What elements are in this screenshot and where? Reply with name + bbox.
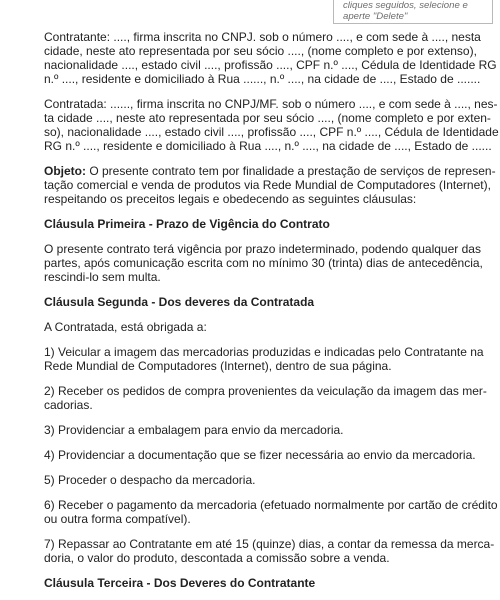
- clausula-primeira-title: Cláusula Primeira - Prazo de Vigência do Contrato: [44, 217, 330, 231]
- objeto-line: respeitando os preceitos legais e obedecendo as seguintes cláusulas:: [44, 192, 417, 206]
- contratada-line: ta cidade ...., neste ato representada por seu sócio ...., (nome completo e por exten-: [44, 111, 491, 125]
- clausula-segunda-item-7: [44, 537, 495, 565]
- clausula-segunda-item-3: [44, 423, 456, 437]
- item-line: doria, o valor do produto, descontada a comissão sobre a venda.: [44, 551, 390, 565]
- clausula-primeira-line: O presente contrato terá vigência por prazo indeterminado, podendo qualquer das: [44, 242, 481, 256]
- contratante-line: Contratante: ...., firma inscrita no CNPJ. sob o número ...., e com sede à ...., nesta: [44, 30, 481, 44]
- clausula-segunda-item-5: [44, 473, 456, 487]
- objeto-first-line: O presente contrato tem por finalidade a prestação de serviços de represen-: [86, 164, 496, 178]
- item-line: 6) Receber o pagamento da mercadoria (efetuado normalmente por cartão de crédito: [44, 498, 498, 512]
- clausula-primeira-line: partes, após comunicação escrita com no mínimo 30 (trinta) dias de antecedência,: [44, 256, 483, 270]
- instruction-note-line: aperte "Delete": [343, 11, 408, 22]
- clausula-segunda-item-6: [44, 498, 498, 526]
- item-line: 7) Repassar ao Contratante em até 15 (quinze) dias, a contar da remessa da merca-: [44, 537, 495, 551]
- contratante-line: n.º ...., residente e domiciliado à Rua ......, n.º ...., na cidade de ...., Estado de .......: [44, 72, 481, 86]
- clausula-segunda-item-1: [44, 345, 484, 373]
- contratada-paragraph: [44, 97, 499, 153]
- clausula-primeira-line: rescindi-lo sem multa.: [44, 270, 161, 284]
- instruction-note-line: cliques seguidos, selecione e: [343, 0, 468, 11]
- item-line: 2) Receber os pedidos de compra provenientes da veiculação da imagem das mer-: [44, 384, 487, 398]
- item-line: 5) Proceder o despacho da mercadoria.: [44, 473, 256, 487]
- contratante-paragraph: [44, 30, 497, 86]
- clausula-segunda-intro: A Contratada, está obrigada a:: [44, 320, 207, 334]
- item-line: 1) Veicular a imagem das mercadorias produzidas e indicadas pelo Contratante na: [44, 345, 484, 359]
- item-line: ou outra forma compatível).: [44, 512, 191, 526]
- contratada-line: so), nacionalidade ...., estado civil ...., profissão ...., CPF n.º ...., Cédula de Identidade: [44, 125, 499, 139]
- clausula-segunda-item-4: [44, 448, 476, 462]
- item-line: 3) Providenciar a embalagem para envio da mercadoria.: [44, 423, 344, 437]
- contratante-line: cidade, neste ato representada por seu sócio ...., (nome completo e por extenso),: [44, 44, 477, 58]
- item-line: Rede Mundial de Computadores (Internet), dentro de sua página.: [44, 359, 392, 373]
- contratada-line: Contratada: ......, firma inscrita no CNPJ/MF. sob o número ...., e com sede à ...., nes-: [44, 97, 498, 111]
- item-line: cadorias.: [44, 398, 93, 412]
- item-line: 4) Providenciar a documentação que se fizer necessária ao envio da mercadoria.: [44, 448, 476, 462]
- contratante-line: nacionalidade ...., estado civil ...., profissão ...., CPF n.º ...., Cédula de Identidade RG: [44, 58, 497, 72]
- instruction-note: [333, 0, 493, 24]
- objeto-line: tação comercial e venda de produtos via Rede Mundial de Computadores (Internet),: [44, 178, 491, 192]
- objeto-line: [44, 164, 496, 178]
- contract-body: [44, 30, 499, 590]
- contratada-line: RG n.º ...., residente e domiciliado à Rua ...., n.º ...., na cidade de ...., Estado de ......: [44, 139, 492, 153]
- clausula-segunda-title: Cláusula Segunda - Dos deveres da Contratada: [44, 295, 315, 309]
- objeto-paragraph: [44, 164, 496, 206]
- objeto-label: Objeto:: [44, 164, 86, 178]
- clausula-segunda-item-2: [44, 384, 487, 412]
- clausula-primeira-paragraph: [44, 242, 483, 284]
- clausula-terceira-title: Cláusula Terceira - Dos Deveres do Contratante: [44, 576, 316, 590]
